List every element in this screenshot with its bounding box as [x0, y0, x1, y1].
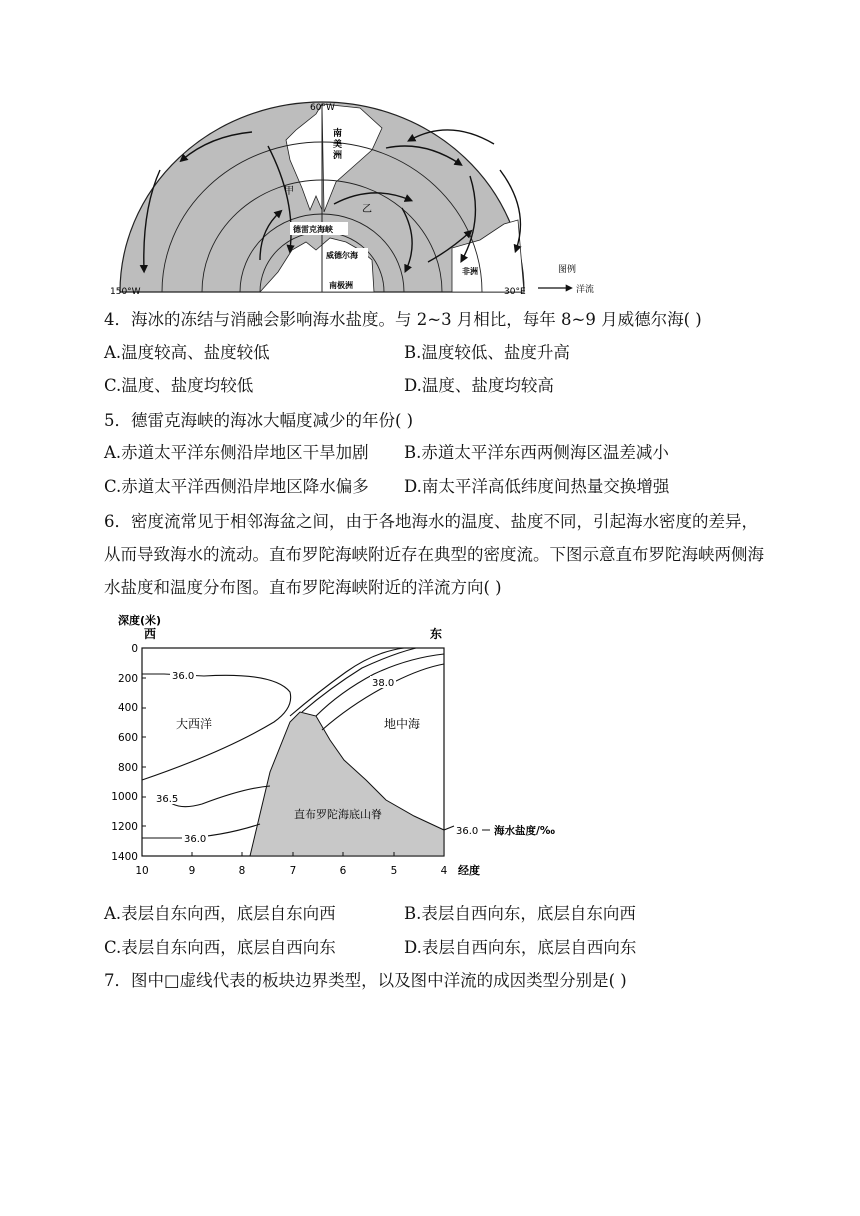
q4-option-a: A.温度较高、盐度较低 [104, 343, 270, 362]
y-tick-1400: 1400 [111, 851, 138, 863]
q4-option-b: B.温度较低、盐度升高 [404, 343, 570, 362]
gibraltar-section-figure [104, 612, 574, 884]
q5-stem: 5．德雷克海峡的海冰大幅度减少的年份( ) [104, 411, 414, 430]
salinity-legend: 海水盐度/‰ [494, 825, 555, 837]
atlantic-label: 大西洋 [176, 717, 213, 731]
lon-60w-label: 60°W [310, 103, 335, 113]
y-tick-1200: 1200 [111, 821, 138, 833]
drake-passage-label: 德雷克海峡 [293, 225, 333, 234]
lon-150w-label: 150°W [110, 287, 141, 297]
legend-title: 图例 [558, 265, 577, 275]
ridge-label: 直布罗陀海底山脊 [294, 808, 382, 821]
y-axis-label: 深度(米) [118, 614, 162, 627]
q4-option-d: D.温度、盐度均较高 [404, 376, 554, 395]
y-ticks [111, 643, 138, 863]
q5-option-b: B.赤道太平洋东西两侧海区温差减小 [404, 443, 669, 462]
y-tick-200: 200 [117, 673, 138, 685]
x-tick-10: 10 [135, 865, 149, 877]
y-tick-0: 0 [131, 643, 138, 655]
x-ticks [135, 865, 447, 877]
isoline-36-bottom-label: 36.0 [184, 834, 207, 845]
q6-stem: 6．密度流常见于相邻海盆之间，由于各地海水的温度、盐度不同，引起海水密度的差异，从而导致海水的流动。直布罗陀海峡附近存在典型的密度流。下图示意直布罗陀海峡两侧海水盐度和温度分布图。直布罗陀海峡附近的洋流方向( ) [104, 512, 764, 597]
q5-option-c: C.赤道太平洋西侧沿岸地区降水偏多 [104, 477, 369, 496]
x-axis-label: 经度 [458, 864, 480, 877]
isoline-36-right-label: 36.0 [456, 826, 479, 837]
x-tick-8: 8 [238, 865, 246, 877]
africa-label: 非洲 [462, 267, 478, 276]
isoline-36-5-label: 36.5 [156, 794, 179, 805]
legend-item-label: 洋流 [576, 285, 595, 295]
ridge-shape [250, 712, 444, 856]
mediterranean-label: 地中海 [384, 717, 421, 731]
q6-option-d: D.表层自西向东，底层自西向东 [404, 938, 637, 957]
east-label: 东 [430, 627, 443, 641]
jia-label: 甲 [284, 186, 294, 197]
south-america-label-1: 南 [333, 129, 343, 139]
y-tick-600: 600 [117, 732, 138, 744]
x-tick-5: 5 [390, 865, 398, 877]
x-tick-6: 6 [339, 865, 347, 877]
q7-stem: 7．图中□虚线代表的板块边界类型，以及图中洋流的成因类型分别是( ) [104, 971, 627, 990]
y-tick-1000: 1000 [111, 791, 138, 803]
south-america-label-2: 美 [333, 140, 343, 150]
q5-option-a: A.赤道太平洋东侧沿岸地区干旱加剧 [104, 443, 369, 462]
yi-label: 乙 [362, 204, 372, 215]
q4-option-c: C.温度、盐度均较低 [104, 376, 254, 395]
isoline-38-label: 38.0 [372, 678, 395, 689]
x-tick-4: 4 [440, 865, 448, 877]
q6-option-b: B.表层自西向东，底层自东向西 [404, 904, 636, 923]
q5-option-d: D.南太平洋高低纬度间热量交换增强 [404, 477, 670, 496]
south-america-label-3: 洲 [333, 151, 343, 161]
ocean-current-map [110, 100, 620, 300]
x-tick-9: 9 [188, 865, 196, 877]
q4-stem: 4．海冰的冻结与消融会影响海水盐度。与 2~3 月相比，每年 8~9 月威德尔海( ) [104, 310, 702, 329]
y-tick-800: 800 [117, 762, 138, 774]
weddell-sea-label: 威德尔海 [326, 251, 358, 260]
west-label: 西 [144, 627, 157, 641]
y-tick-400: 400 [117, 702, 138, 714]
q6-option-a: A.表层自东向西，底层自东向西 [104, 904, 336, 923]
x-tick-7: 7 [289, 865, 297, 877]
isoline-36-top-label: 36.0 [172, 671, 195, 682]
q6-option-c: C.表层自东向西，底层自西向东 [104, 938, 336, 957]
antarctica-label: 南极洲 [329, 281, 353, 290]
lon-30e-label: 30°E [504, 287, 526, 297]
